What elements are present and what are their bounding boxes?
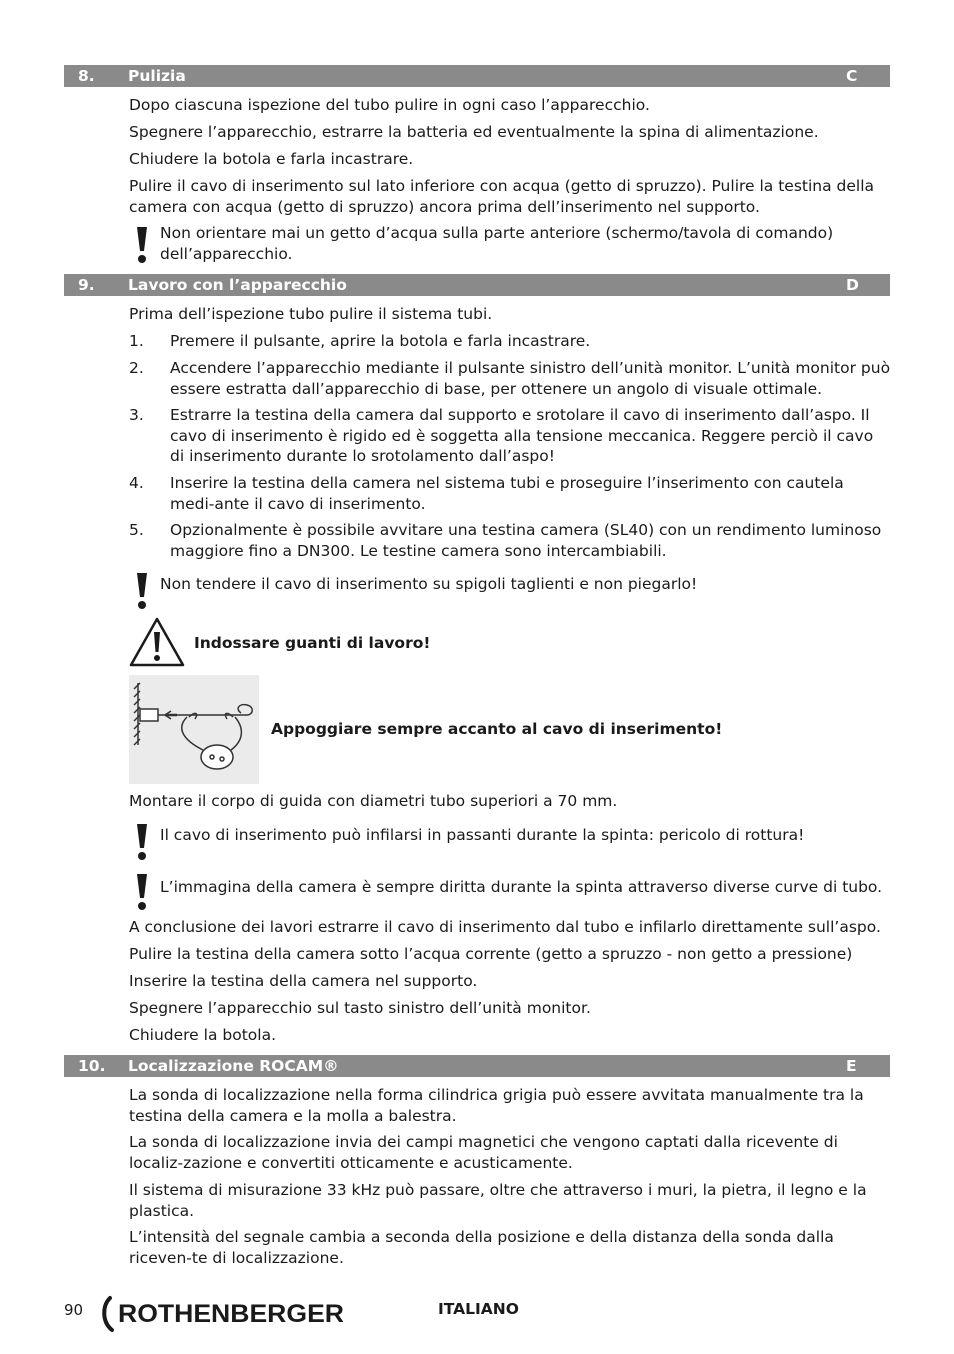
paragraph: L’intensità del segnale cambia a seconda della posizione e della distanza della sonda dalla riceven-te di localizzazione. bbox=[129, 1228, 834, 1267]
paragraph: Chiudere la botola e farla incastrare. bbox=[129, 150, 414, 168]
paragraph: Pulire la testina della camera sotto l’acqua corrente (getto a spruzzo - non getto a pressione) bbox=[129, 945, 853, 963]
step-number: 5. bbox=[129, 521, 144, 539]
paragraph: La sonda di localizzazione nella forma cilindrica grigia può essere avvitata manualmente tra la testina della camera e la molla a balestra. bbox=[129, 1086, 864, 1125]
section-title: Localizzazione ROCAM® bbox=[128, 1057, 339, 1075]
section-title: Pulizia bbox=[128, 67, 186, 85]
paragraph: Spegnere l’apparecchio sul tasto sinistro dell’unità monitor. bbox=[129, 999, 591, 1017]
paragraph: Prima dell’ispezione tubo pulire il sistema tubi. bbox=[129, 305, 493, 323]
paragraph: Pulire il cavo di inserimento sul lato inferiore con acqua (getto di spruzzo). Pulire la testina della camera con acqua (getto di spruzzo) ancora prima dell’inserimento nel supporto. bbox=[129, 177, 875, 216]
step-text: Opzionalmente è possibile avvitare una testina camera (SL40) con un rendimento luminoso maggiore fino a DN300. Le testine camera sono intercambiabili. bbox=[170, 521, 882, 560]
section-header-9 bbox=[64, 274, 890, 296]
note-text: Il cavo di inserimento può infilarsi in passanti durante la spinta: pericolo di rottura! bbox=[160, 826, 805, 844]
step-number: 4. bbox=[129, 474, 144, 492]
logo-text: ROTHENBERGER bbox=[118, 1300, 344, 1328]
warning-text: Indossare guanti di lavoro! bbox=[194, 634, 431, 652]
paragraph: Montare il corpo di guida con diametri tubo superiori a 70 mm. bbox=[129, 792, 618, 810]
step-text: Accendere l’apparecchio mediante il pulsante sinistro dell’unità monitor. L’unità monitor può essere estratta dall’apparecchio di base, per ottenere un angolo di visuale ottimale. bbox=[170, 359, 891, 398]
section-header-10 bbox=[64, 1055, 890, 1077]
exclamation-icon bbox=[135, 225, 149, 265]
warning-triangle-icon bbox=[128, 616, 186, 668]
paragraph: Inserire la testina della camera nel supporto. bbox=[129, 972, 478, 990]
section-number: 8. bbox=[78, 67, 95, 85]
step-text: Estrarre la testina della camera dal supporto e srotolare il cavo di inserimento dall’aspo. Il cavo di inserimento è rigido ed è soggetta alla tensione meccanica. Reggere perciò il cavo di inserimento durante lo srotolamento dall’aspo! bbox=[170, 406, 874, 465]
paragraph: La sonda di localizzazione invia dei campi magnetici che vengono captati dalla ricevente di localiz-zazione e convertiti otticamente e acusticamente. bbox=[129, 1133, 838, 1172]
step-text: Inserire la testina della camera nel sistema tubi e proseguire l’inserimento con cautela medi-ante il cavo di inserimento. bbox=[170, 474, 844, 513]
exclamation-icon bbox=[135, 822, 149, 862]
paragraph: Spegnere l’apparecchio, estrarre la batteria ed eventualmente la spina di alimentazione. bbox=[129, 123, 819, 141]
figure-caption: Appoggiare sempre accanto al cavo di inserimento! bbox=[271, 720, 723, 738]
exclamation-icon bbox=[135, 872, 149, 912]
paragraph: Chiudere la botola. bbox=[129, 1026, 276, 1044]
section-header-8 bbox=[64, 65, 890, 87]
section-title: Lavoro con l’apparecchio bbox=[128, 276, 347, 294]
note-text: L’immagina della camera è sempre diritta durante la spinta attraverso diverse curve di tubo. bbox=[160, 878, 883, 896]
section-letter: D bbox=[846, 276, 859, 294]
section-letter: C bbox=[846, 67, 858, 85]
rothenberger-logo bbox=[100, 1292, 350, 1334]
worker-pushing-cable-illustration bbox=[129, 675, 259, 784]
section-number: 10. bbox=[78, 1057, 106, 1075]
section-letter: E bbox=[846, 1057, 857, 1075]
paragraph: Il sistema di misurazione 33 kHz può passare, oltre che attraverso i muri, la pietra, il legno e la plastica. bbox=[129, 1181, 867, 1220]
note-text: Non tendere il cavo di inserimento su spigoli taglienti e non piegarlo! bbox=[160, 575, 698, 593]
step-number: 2. bbox=[129, 359, 144, 377]
note-text: Non orientare mai un getto d’acqua sulla parte anteriore (schermo/tavola di comando) dell’apparecchio. bbox=[160, 224, 834, 263]
paragraph: A conclusione dei lavori estrarre il cavo di inserimento dal tubo e infilarlo direttamente sull’aspo. bbox=[129, 918, 881, 936]
step-number: 3. bbox=[129, 406, 144, 424]
step-number: 1. bbox=[129, 332, 144, 350]
section-number: 9. bbox=[78, 276, 95, 294]
step-text: Premere il pulsante, aprire la botola e farla incastrare. bbox=[170, 332, 591, 350]
language-label: ITALIANO bbox=[438, 1300, 519, 1318]
paragraph: Dopo ciascuna ispezione del tubo pulire in ogni caso l’apparecchio. bbox=[129, 96, 650, 114]
page-number: 90 bbox=[64, 1301, 84, 1319]
exclamation-icon bbox=[135, 571, 149, 611]
